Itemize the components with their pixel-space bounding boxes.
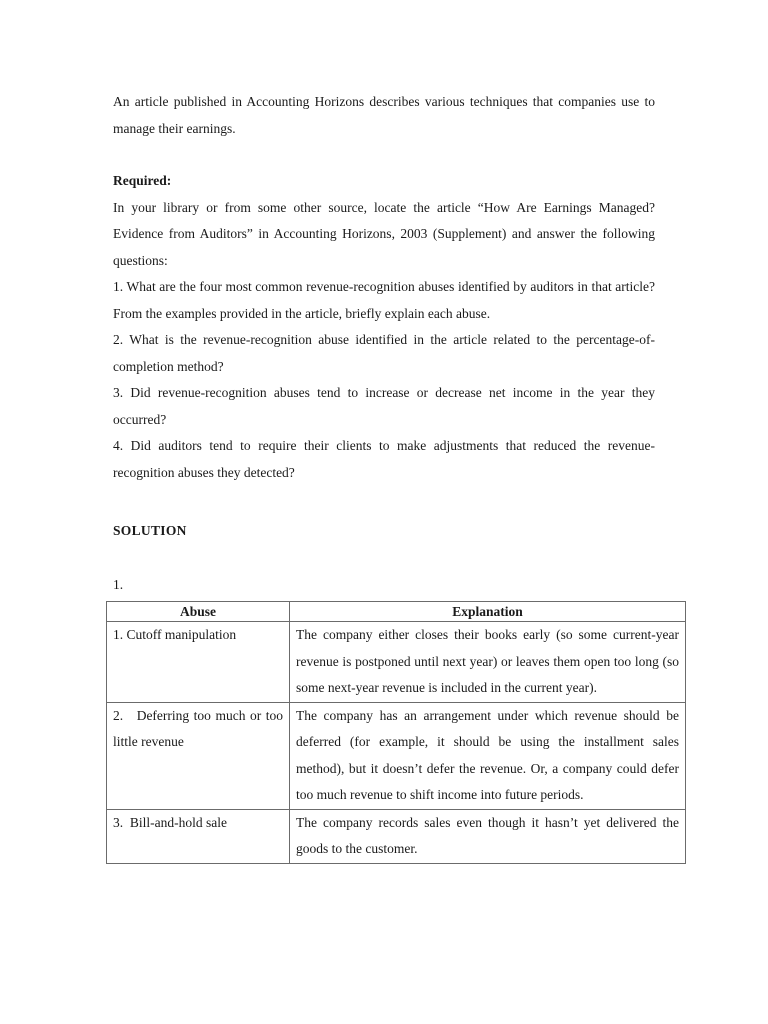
table-row xyxy=(107,622,686,703)
required-heading: Required: xyxy=(113,173,172,188)
abuse-column-header: Abuse xyxy=(107,602,290,622)
table-row xyxy=(107,702,686,809)
table-row xyxy=(107,809,686,863)
table-header-row xyxy=(107,602,686,622)
answer-number: 1. xyxy=(113,577,124,592)
explanation-cell: The company records sales even though it hasn’t yet delivered the goods to the customer. xyxy=(290,809,686,863)
question-1: 1. What are the four most common revenue-recognition abuses identified by auditors in that article? From the examples provided in the article, briefly explain each abuse. xyxy=(113,279,655,321)
explanation-column-header: Explanation xyxy=(290,602,686,622)
explanation-cell: The company has an arrangement under which revenue should be deferred (for example, it should be using the installment sales method), but it doesn’t defer the revenue. Or, a company could defer too much revenue to shift income into future periods. xyxy=(290,702,686,809)
instructions-paragraph: In your library or from some other source, locate the article “How Are Earnings Managed? Evidence from Auditors” in Accounting Horizons, 2003 (Supplement) and answer the following questions: xyxy=(113,199,655,268)
question-3: 3. Did revenue-recognition abuses tend to increase or decrease net income in the year they occurred? xyxy=(113,385,655,427)
question-2: 2. What is the revenue-recognition abuse identified in the article related to the percentage-of-completion method? xyxy=(113,332,655,374)
abuse-cell: 2. Deferring too much or too little revenue xyxy=(107,702,290,809)
explanation-cell: The company either closes their books early (so some current-year revenue is postponed until next year) or leaves them open too long (so some next-year revenue is included in the current year). xyxy=(290,622,686,703)
document-body xyxy=(113,89,655,486)
abuse-cell: 1. Cutoff manipulation xyxy=(107,622,290,703)
question-4: 4. Did auditors tend to require their clients to make adjustments that reduced the revenue-recognition abuses they detected? xyxy=(113,438,655,480)
abuse-cell: 3. Bill-and-hold sale xyxy=(107,809,290,863)
intro-paragraph: An article published in Accounting Horizons describes various techniques that companies use to manage their earnings. xyxy=(113,94,655,136)
solution-heading: SOLUTION xyxy=(113,523,187,538)
abuse-table xyxy=(106,601,686,864)
